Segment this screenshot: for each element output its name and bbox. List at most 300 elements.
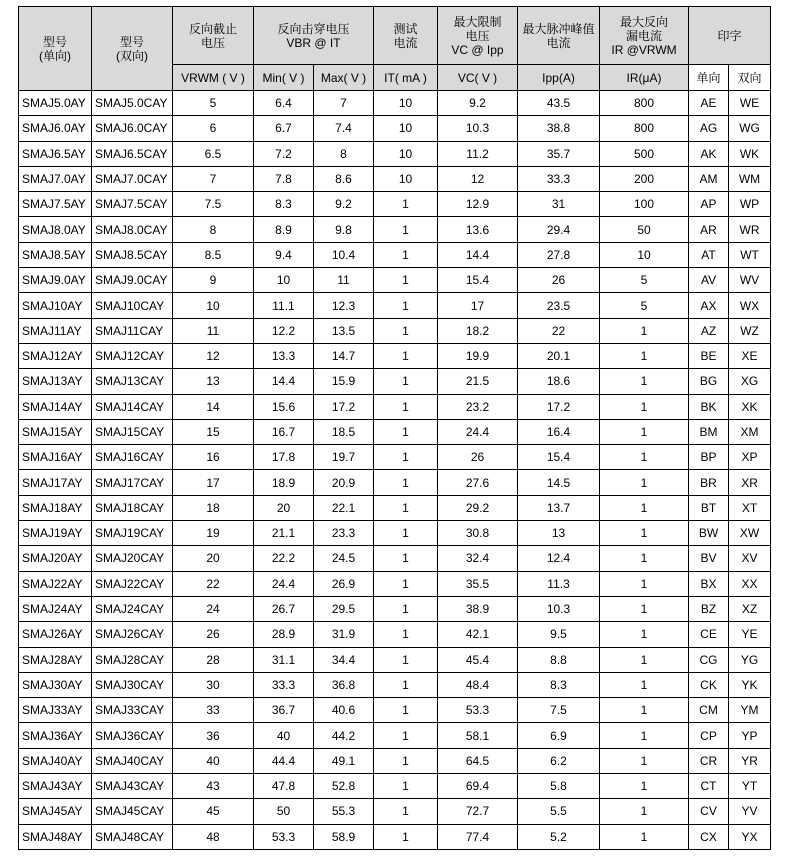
cell-vrwm: 22 (173, 571, 254, 596)
cell-vrwm: 6 (173, 116, 254, 141)
cell-vrwm: 6.5 (173, 141, 254, 166)
cell-marking-bi: WX (729, 293, 771, 318)
cell-model-bi: SMAJ33CAY (92, 698, 173, 723)
cell-vbr-min: 36.7 (254, 698, 314, 723)
cell-vbr-max: 18.5 (314, 419, 374, 444)
cell-model-uni: SMAJ12AY (19, 343, 92, 368)
cell-model-uni: SMAJ22AY (19, 571, 92, 596)
table-row (19, 521, 771, 546)
cell-vrwm: 7 (173, 166, 254, 191)
table-row (19, 91, 771, 116)
cell-model-uni: SMAJ8.5AY (19, 242, 92, 267)
cell-marking-uni: CT (689, 774, 729, 799)
cell-vbr-min: 21.1 (254, 521, 314, 546)
cell-it: 10 (374, 166, 438, 191)
table-row (19, 622, 771, 647)
cell-model-uni: SMAJ15AY (19, 419, 92, 444)
cell-model-uni: SMAJ7.0AY (19, 166, 92, 191)
cell-vbr-max: 52.8 (314, 774, 374, 799)
cell-vrwm: 14 (173, 394, 254, 419)
cell-model-bi: SMAJ19CAY (92, 521, 173, 546)
cell-vbr-max: 7.4 (314, 116, 374, 141)
cell-marking-bi: YE (729, 622, 771, 647)
table-row (19, 596, 771, 621)
cell-it: 1 (374, 343, 438, 368)
subheader-marking-bi: 双向 (729, 65, 771, 91)
cell-marking-uni: AE (689, 91, 729, 116)
cell-model-uni: SMAJ36AY (19, 723, 92, 748)
cell-ir: 1 (600, 774, 689, 799)
cell-ipp: 5.2 (518, 824, 600, 849)
cell-ir: 1 (600, 596, 689, 621)
cell-vrwm: 45 (173, 799, 254, 824)
cell-vbr-min: 18.9 (254, 470, 314, 495)
cell-vbr-min: 26.7 (254, 596, 314, 621)
table-row (19, 369, 771, 394)
cell-vbr-min: 16.7 (254, 419, 314, 444)
cell-marking-bi: WM (729, 166, 771, 191)
subheader-it: IT( mA ) (374, 65, 438, 91)
table-row (19, 141, 771, 166)
cell-marking-uni: AX (689, 293, 729, 318)
cell-ir: 1 (600, 419, 689, 444)
cell-vbr-max: 31.9 (314, 622, 374, 647)
cell-ipp: 10.3 (518, 596, 600, 621)
cell-marking-uni: BZ (689, 596, 729, 621)
cell-model-uni: SMAJ16AY (19, 445, 92, 470)
cell-model-bi: SMAJ26CAY (92, 622, 173, 647)
cell-model-bi: SMAJ16CAY (92, 445, 173, 470)
cell-vc: 32.4 (438, 546, 518, 571)
cell-vbr-min: 8.9 (254, 217, 314, 242)
table-row (19, 318, 771, 343)
cell-it: 1 (374, 748, 438, 773)
table-row (19, 546, 771, 571)
cell-vrwm: 48 (173, 824, 254, 849)
subheader-vc: VC( V ) (438, 65, 518, 91)
cell-model-bi: SMAJ17CAY (92, 470, 173, 495)
cell-it: 1 (374, 824, 438, 849)
cell-vrwm: 19 (173, 521, 254, 546)
cell-vbr-min: 24.4 (254, 571, 314, 596)
cell-vc: 45.4 (438, 647, 518, 672)
cell-vbr-max: 11 (314, 268, 374, 293)
cell-marking-bi: YP (729, 723, 771, 748)
cell-vbr-min: 53.3 (254, 824, 314, 849)
cell-it: 1 (374, 622, 438, 647)
cell-vc: 17 (438, 293, 518, 318)
cell-it: 1 (374, 495, 438, 520)
cell-vrwm: 16 (173, 445, 254, 470)
table-row (19, 495, 771, 520)
cell-it: 1 (374, 293, 438, 318)
cell-vbr-max: 12.3 (314, 293, 374, 318)
cell-marking-bi: YX (729, 824, 771, 849)
cell-model-uni: SMAJ20AY (19, 546, 92, 571)
table-row (19, 217, 771, 242)
cell-marking-bi: XW (729, 521, 771, 546)
cell-ir: 500 (600, 141, 689, 166)
header-row (19, 7, 771, 65)
cell-ipp: 11.3 (518, 571, 600, 596)
cell-marking-uni: CV (689, 799, 729, 824)
cell-ir: 100 (600, 192, 689, 217)
cell-it: 1 (374, 217, 438, 242)
cell-vc: 23.2 (438, 394, 518, 419)
cell-model-bi: SMAJ43CAY (92, 774, 173, 799)
cell-vbr-min: 6.4 (254, 91, 314, 116)
cell-vrwm: 5 (173, 91, 254, 116)
table-row (19, 824, 771, 849)
cell-model-uni: SMAJ40AY (19, 748, 92, 773)
cell-ir: 1 (600, 495, 689, 520)
cell-vbr-max: 15.9 (314, 369, 374, 394)
col-header-model-uni: 型号 (单向) (19, 7, 92, 91)
table-row (19, 698, 771, 723)
cell-marking-uni: AM (689, 166, 729, 191)
cell-ir: 200 (600, 166, 689, 191)
table-row (19, 166, 771, 191)
cell-model-uni: SMAJ11AY (19, 318, 92, 343)
cell-marking-uni: AR (689, 217, 729, 242)
cell-vrwm: 40 (173, 748, 254, 773)
cell-vrwm: 13 (173, 369, 254, 394)
cell-vrwm: 26 (173, 622, 254, 647)
cell-it: 1 (374, 774, 438, 799)
cell-vc: 11.2 (438, 141, 518, 166)
cell-marking-bi: WR (729, 217, 771, 242)
cell-it: 1 (374, 647, 438, 672)
cell-model-bi: SMAJ48CAY (92, 824, 173, 849)
cell-marking-uni: CR (689, 748, 729, 773)
cell-model-uni: SMAJ6.0AY (19, 116, 92, 141)
cell-marking-bi: XZ (729, 596, 771, 621)
cell-model-uni: SMAJ9.0AY (19, 268, 92, 293)
cell-ir: 50 (600, 217, 689, 242)
cell-vbr-min: 14.4 (254, 369, 314, 394)
cell-marking-bi: WP (729, 192, 771, 217)
cell-vbr-max: 22.1 (314, 495, 374, 520)
cell-marking-bi: WK (729, 141, 771, 166)
cell-vbr-min: 47.8 (254, 774, 314, 799)
col-header-leakage-current: 最大反向 漏电流 IR @VRWM (600, 7, 689, 65)
cell-vc: 29.2 (438, 495, 518, 520)
cell-it: 1 (374, 596, 438, 621)
table-row (19, 268, 771, 293)
cell-marking-bi: WZ (729, 318, 771, 343)
table-row (19, 723, 771, 748)
cell-ipp: 12.4 (518, 546, 600, 571)
cell-vc: 77.4 (438, 824, 518, 849)
cell-vbr-min: 9.4 (254, 242, 314, 267)
cell-it: 1 (374, 799, 438, 824)
cell-ir: 1 (600, 521, 689, 546)
cell-vrwm: 11 (173, 318, 254, 343)
cell-it: 1 (374, 723, 438, 748)
cell-ipp: 43.5 (518, 91, 600, 116)
cell-marking-uni: CE (689, 622, 729, 647)
col-header-marking: 印字 (689, 7, 771, 65)
col-header-breakdown-voltage: 反向击穿电压 VBR @ IT (254, 7, 374, 65)
cell-ipp: 16.4 (518, 419, 600, 444)
cell-model-bi: SMAJ24CAY (92, 596, 173, 621)
cell-model-uni: SMAJ48AY (19, 824, 92, 849)
cell-model-bi: SMAJ13CAY (92, 369, 173, 394)
cell-model-bi: SMAJ45CAY (92, 799, 173, 824)
subheader-min: Min( V ) (254, 65, 314, 91)
cell-marking-uni: BT (689, 495, 729, 520)
cell-ipp: 35.7 (518, 141, 600, 166)
cell-marking-uni: AP (689, 192, 729, 217)
cell-marking-bi: YR (729, 748, 771, 773)
cell-model-bi: SMAJ9.0CAY (92, 268, 173, 293)
cell-vc: 27.6 (438, 470, 518, 495)
cell-vbr-max: 8 (314, 141, 374, 166)
cell-model-uni: SMAJ17AY (19, 470, 92, 495)
cell-vbr-max: 20.9 (314, 470, 374, 495)
cell-marking-uni: BM (689, 419, 729, 444)
cell-marking-uni: BV (689, 546, 729, 571)
cell-ir: 1 (600, 672, 689, 697)
cell-vc: 13.6 (438, 217, 518, 242)
cell-model-uni: SMAJ18AY (19, 495, 92, 520)
cell-model-bi: SMAJ20CAY (92, 546, 173, 571)
cell-it: 1 (374, 672, 438, 697)
cell-vc: 12.9 (438, 192, 518, 217)
cell-vc: 53.3 (438, 698, 518, 723)
cell-ipp: 6.2 (518, 748, 600, 773)
cell-vc: 48.4 (438, 672, 518, 697)
cell-marking-bi: XG (729, 369, 771, 394)
table-row (19, 192, 771, 217)
cell-ipp: 23.5 (518, 293, 600, 318)
cell-vbr-min: 7.2 (254, 141, 314, 166)
cell-it: 1 (374, 470, 438, 495)
cell-marking-bi: XP (729, 445, 771, 470)
cell-vbr-max: 44.2 (314, 723, 374, 748)
cell-vbr-max: 9.8 (314, 217, 374, 242)
cell-model-bi: SMAJ5.0CAY (92, 91, 173, 116)
cell-vrwm: 20 (173, 546, 254, 571)
cell-vrwm: 43 (173, 774, 254, 799)
cell-ipp: 17.2 (518, 394, 600, 419)
cell-model-uni: SMAJ10AY (19, 293, 92, 318)
cell-vbr-max: 8.6 (314, 166, 374, 191)
cell-model-uni: SMAJ14AY (19, 394, 92, 419)
cell-vrwm: 15 (173, 419, 254, 444)
cell-marking-uni: CX (689, 824, 729, 849)
cell-vc: 14.4 (438, 242, 518, 267)
cell-model-uni: SMAJ30AY (19, 672, 92, 697)
table-row (19, 748, 771, 773)
cell-ir: 1 (600, 369, 689, 394)
cell-model-uni: SMAJ8.0AY (19, 217, 92, 242)
cell-model-bi: SMAJ14CAY (92, 394, 173, 419)
cell-vbr-min: 28.9 (254, 622, 314, 647)
cell-vrwm: 8.5 (173, 242, 254, 267)
cell-vbr-min: 12.2 (254, 318, 314, 343)
cell-ir: 1 (600, 799, 689, 824)
cell-marking-uni: CG (689, 647, 729, 672)
cell-vrwm: 33 (173, 698, 254, 723)
cell-vbr-min: 6.7 (254, 116, 314, 141)
cell-it: 1 (374, 369, 438, 394)
cell-vbr-max: 49.1 (314, 748, 374, 773)
spec-table (18, 6, 771, 850)
cell-ipp: 22 (518, 318, 600, 343)
cell-vbr-max: 10.4 (314, 242, 374, 267)
cell-vc: 69.4 (438, 774, 518, 799)
cell-marking-bi: YM (729, 698, 771, 723)
cell-model-bi: SMAJ12CAY (92, 343, 173, 368)
cell-ir: 1 (600, 698, 689, 723)
cell-vc: 21.5 (438, 369, 518, 394)
cell-model-uni: SMAJ33AY (19, 698, 92, 723)
cell-model-bi: SMAJ30CAY (92, 672, 173, 697)
cell-it: 1 (374, 546, 438, 571)
cell-vc: 35.5 (438, 571, 518, 596)
cell-marking-bi: YG (729, 647, 771, 672)
table-row (19, 470, 771, 495)
cell-marking-uni: BP (689, 445, 729, 470)
cell-vc: 10.3 (438, 116, 518, 141)
cell-marking-uni: CM (689, 698, 729, 723)
cell-ipp: 31 (518, 192, 600, 217)
cell-ipp: 5.5 (518, 799, 600, 824)
cell-it: 10 (374, 116, 438, 141)
cell-ir: 10 (600, 242, 689, 267)
cell-marking-bi: YV (729, 799, 771, 824)
cell-ir: 1 (600, 571, 689, 596)
cell-it: 1 (374, 419, 438, 444)
cell-vrwm: 12 (173, 343, 254, 368)
subheader-ir: IR(μA) (600, 65, 689, 91)
cell-marking-bi: WV (729, 268, 771, 293)
cell-model-uni: SMAJ13AY (19, 369, 92, 394)
cell-vbr-max: 40.6 (314, 698, 374, 723)
table-row (19, 647, 771, 672)
subheader-marking-uni: 单向 (689, 65, 729, 91)
subheader-vrwm: VRWM ( V ) (173, 65, 254, 91)
cell-marking-uni: BG (689, 369, 729, 394)
cell-vbr-min: 31.1 (254, 647, 314, 672)
cell-vrwm: 36 (173, 723, 254, 748)
cell-ipp: 8.3 (518, 672, 600, 697)
cell-vrwm: 30 (173, 672, 254, 697)
cell-vbr-min: 8.3 (254, 192, 314, 217)
cell-vbr-min: 40 (254, 723, 314, 748)
cell-vrwm: 18 (173, 495, 254, 520)
cell-model-bi: SMAJ22CAY (92, 571, 173, 596)
cell-ir: 1 (600, 470, 689, 495)
cell-ir: 1 (600, 318, 689, 343)
cell-vbr-min: 22.2 (254, 546, 314, 571)
col-header-test-current: 测试 电流 (374, 7, 438, 65)
cell-vrwm: 10 (173, 293, 254, 318)
cell-marking-uni: CP (689, 723, 729, 748)
cell-vbr-max: 58.9 (314, 824, 374, 849)
cell-model-uni: SMAJ28AY (19, 647, 92, 672)
cell-marking-uni: CK (689, 672, 729, 697)
cell-model-bi: SMAJ15CAY (92, 419, 173, 444)
cell-ir: 800 (600, 116, 689, 141)
cell-vbr-max: 23.3 (314, 521, 374, 546)
cell-vbr-min: 44.4 (254, 748, 314, 773)
cell-vrwm: 17 (173, 470, 254, 495)
cell-ir: 1 (600, 343, 689, 368)
cell-vbr-max: 29.5 (314, 596, 374, 621)
table-row (19, 343, 771, 368)
cell-model-bi: SMAJ8.5CAY (92, 242, 173, 267)
cell-vc: 18.2 (438, 318, 518, 343)
cell-ipp: 14.5 (518, 470, 600, 495)
cell-vbr-max: 13.5 (314, 318, 374, 343)
cell-marking-uni: AT (689, 242, 729, 267)
cell-ipp: 8.8 (518, 647, 600, 672)
cell-vbr-max: 17.2 (314, 394, 374, 419)
cell-marking-uni: AG (689, 116, 729, 141)
cell-ipp: 33.3 (518, 166, 600, 191)
cell-ipp: 38.8 (518, 116, 600, 141)
cell-model-bi: SMAJ36CAY (92, 723, 173, 748)
cell-ir: 1 (600, 622, 689, 647)
cell-model-bi: SMAJ40CAY (92, 748, 173, 773)
cell-vc: 64.5 (438, 748, 518, 773)
cell-ipp: 27.8 (518, 242, 600, 267)
cell-ipp: 29.4 (518, 217, 600, 242)
cell-model-bi: SMAJ8.0CAY (92, 217, 173, 242)
cell-marking-uni: AV (689, 268, 729, 293)
cell-vbr-max: 34.4 (314, 647, 374, 672)
cell-model-uni: SMAJ19AY (19, 521, 92, 546)
cell-vbr-min: 11.1 (254, 293, 314, 318)
col-header-standoff-voltage: 反向截止 电压 (173, 7, 254, 65)
cell-model-uni: SMAJ7.5AY (19, 192, 92, 217)
cell-vc: 19.9 (438, 343, 518, 368)
cell-vc: 58.1 (438, 723, 518, 748)
cell-it: 1 (374, 192, 438, 217)
cell-model-uni: SMAJ6.5AY (19, 141, 92, 166)
cell-ipp: 15.4 (518, 445, 600, 470)
cell-ipp: 26 (518, 268, 600, 293)
table-row (19, 419, 771, 444)
cell-ir: 1 (600, 647, 689, 672)
col-header-peak-pulse-current: 最大脉冲峰值 电流 (518, 7, 600, 65)
cell-it: 10 (374, 141, 438, 166)
cell-marking-uni: BK (689, 394, 729, 419)
cell-it: 1 (374, 521, 438, 546)
table-row (19, 242, 771, 267)
cell-model-bi: SMAJ7.5CAY (92, 192, 173, 217)
cell-model-uni: SMAJ5.0AY (19, 91, 92, 116)
cell-vc: 38.9 (438, 596, 518, 621)
cell-model-bi: SMAJ10CAY (92, 293, 173, 318)
cell-model-bi: SMAJ6.5CAY (92, 141, 173, 166)
table-row (19, 116, 771, 141)
table-row (19, 571, 771, 596)
cell-it: 1 (374, 571, 438, 596)
cell-model-bi: SMAJ11CAY (92, 318, 173, 343)
cell-model-bi: SMAJ7.0CAY (92, 166, 173, 191)
cell-marking-uni: BW (689, 521, 729, 546)
cell-ipp: 18.6 (518, 369, 600, 394)
cell-marking-uni: BE (689, 343, 729, 368)
cell-vc: 15.4 (438, 268, 518, 293)
cell-vbr-min: 7.8 (254, 166, 314, 191)
cell-vbr-min: 10 (254, 268, 314, 293)
cell-vrwm: 9 (173, 268, 254, 293)
cell-vc: 9.2 (438, 91, 518, 116)
